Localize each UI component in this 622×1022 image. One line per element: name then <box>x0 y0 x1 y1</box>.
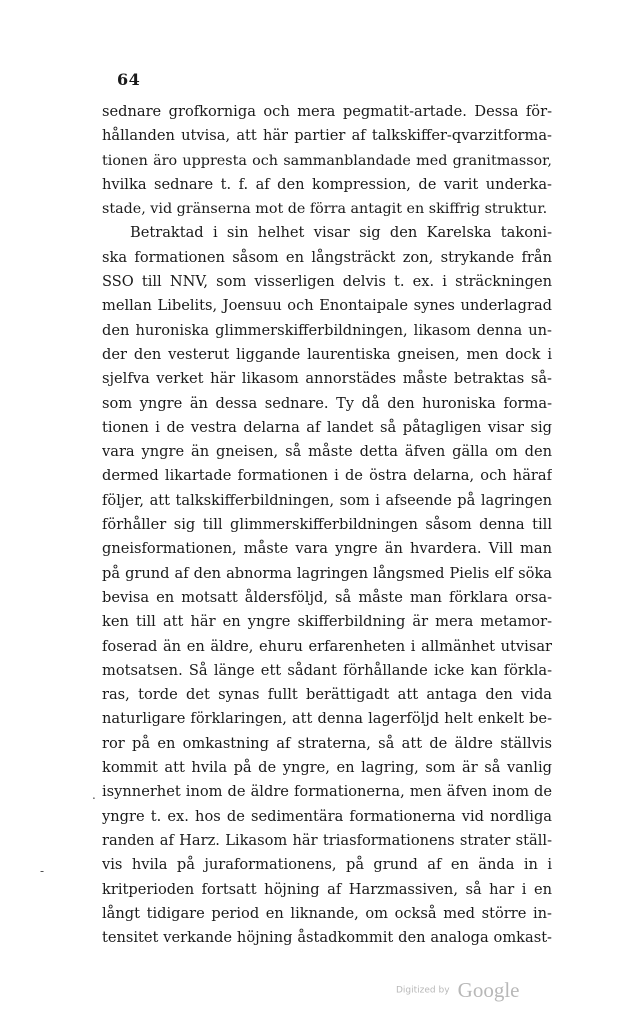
text-line: yngre t. ex. hos de sedimentära formationerna vid nordliga <box>102 807 552 825</box>
text-line: den huroniska glimmerskifferbildningen, likasom denna un- <box>102 321 552 339</box>
text-line: långt tidigare period en liknande, om också med större in- <box>102 904 552 922</box>
text-line: sjelfva verket här likasom annorstädes måste betraktas så- <box>102 370 552 388</box>
text-line: sednare grofkorniga och mera pegmatit-artade. Dessa för- <box>102 103 552 120</box>
text-line: tionen i de vestra delarna af landet så påtagligen visar sig <box>102 418 552 436</box>
text-line: hållanden utvisa, att här partier af talkskiffer-qvarzitforma- <box>102 127 552 145</box>
text-line: kritperioden fortsatt höjning af Harzmassiven, så har i en <box>102 880 552 898</box>
text-line: ken till att här en yngre skifferbildning är mera metamor- <box>102 613 552 631</box>
text-line: ras, torde det synas fullt berättigadt att antaga den vida <box>102 686 552 704</box>
text-line: randen af Harz. Likasom här triasformationens strater ställ- <box>102 831 552 849</box>
text-line: motsatsen. Så länge ett sådant förhållande icke kan förkla- <box>102 661 552 679</box>
text-line: bevisa en motsatt åldersföljd, så måste man förklara orsa- <box>102 588 552 606</box>
text-line: Betraktad i sin helhet visar sig den Karelska takoni- <box>130 224 552 242</box>
text-line: på grund af den abnorma lagringen långsmed Pielis elf söka <box>102 564 552 582</box>
text-line: der den vesterut liggande laurentiska gneisen, men dock i <box>102 345 552 363</box>
text-line: tensitet verkande höjning åstadkommit den analoga omkast- <box>102 929 552 947</box>
margin-dot-mark: . <box>92 788 96 802</box>
text-line: som yngre än dessa sednare. Ty då den huroniska forma- <box>102 394 552 412</box>
text-line: dermed likartade formationen i de östra delarna, och häraf <box>102 467 552 485</box>
text-line: ror på en omkastning af straterna, så att de äldre ställvis <box>102 734 552 752</box>
text-line: vis hvila på juraformationens, på grund af en ända in i <box>102 856 552 874</box>
text-line: förhåller sig till glimmerskifferbildningen såsom denna till <box>102 516 552 534</box>
body-text <box>102 100 552 950</box>
text-line: kommit att hvila på de yngre, en lagring, som är så vanlig <box>102 759 552 777</box>
text-line: mellan Libelits, Joensuu och Enontaipale synes underlagrad <box>102 297 552 315</box>
text-line: gneisformationen, måste vara yngre än hvardera. Vill man <box>102 540 552 558</box>
page-number: 64 <box>117 70 141 89</box>
text-line: SSO till NNV, som visserligen delvis t. ex. i sträckningen <box>102 273 552 291</box>
text-line: ska formationen såsom en långsträckt zon, strykande från <box>102 248 552 266</box>
margin-dash-mark: - <box>40 864 45 878</box>
text-line: tionen äro uppresta och sammanblandade med granitmassor, <box>102 152 552 169</box>
text-line: hvilka sednare t. f. af den kompression, de varit underka- <box>102 175 552 193</box>
text-line: följer, att talkskifferbildningen, som i afseende på lagringen <box>102 491 552 509</box>
text-line: stade, vid gränserna mot de förra antagit en skiffrig struktur. <box>102 201 548 218</box>
digitization-watermark <box>396 978 519 1003</box>
text-line: foserad än en äldre, ehuru erfarenheten i allmänhet utvisar <box>102 637 552 655</box>
text-line: naturligare förklaringen, att denna lagerföljd helt enkelt be- <box>102 710 552 728</box>
text-line: isynnerhet inom de äldre formationerna, men äfven inom de <box>102 783 552 801</box>
watermark-brand: Google <box>457 978 520 1002</box>
text-line: vara yngre än gneisen, så måste detta äfven gälla om den <box>102 443 552 461</box>
watermark-prefix: Digitized by <box>396 985 450 996</box>
